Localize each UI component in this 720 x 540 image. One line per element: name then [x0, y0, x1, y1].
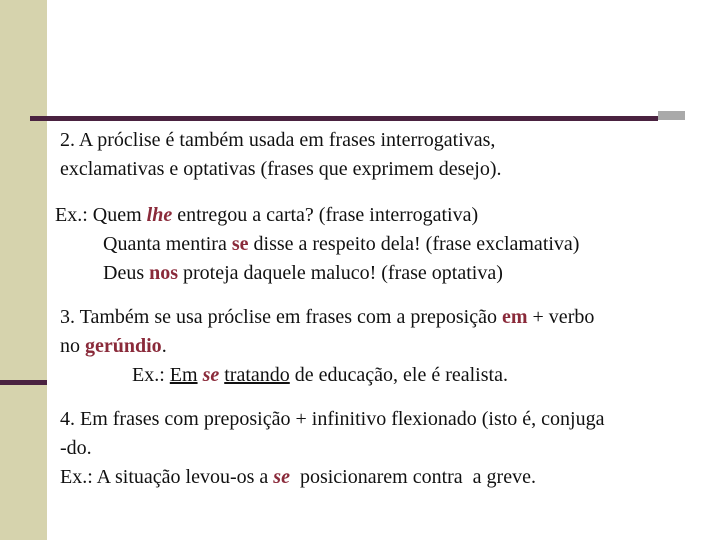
- item-4-example-pronoun: se: [273, 466, 290, 488]
- item-3-example-tratando: tratando: [224, 364, 290, 386]
- example-1-suffix: entregou a carta? (frase interrogativa): [172, 204, 479, 226]
- item-3-gerund: gerúndio: [85, 335, 162, 357]
- item-4-example: [60, 463, 604, 492]
- item-3-line-1: [60, 303, 594, 332]
- example-exclamative: [55, 230, 579, 259]
- example-interrogative: [55, 201, 579, 230]
- item-3-example: [60, 361, 594, 390]
- item-3-line-2-suffix: .: [161, 335, 167, 357]
- item-3-line-2: [60, 332, 594, 361]
- item-3-line-2-prefix: no: [60, 335, 85, 357]
- item-4-paragraph: [60, 405, 604, 492]
- item-3-preposition: em: [501, 306, 528, 328]
- left-decorative-band: [0, 0, 47, 540]
- item-2-line-2: exclamativas e optativas (frases que exprimem desejo).: [60, 158, 502, 180]
- example-2-suffix: disse a respeito dela! (frase exclamativa): [248, 233, 580, 255]
- item-2-paragraph: [60, 126, 502, 184]
- example-optative: [55, 259, 579, 288]
- example-3-prefix: Deus: [103, 262, 150, 284]
- item-3-example-em: Em: [169, 364, 198, 386]
- item-4-example-prefix: Ex.: A situação levou-os a: [60, 466, 274, 488]
- item-3-line-1-suffix: + verbo: [527, 306, 595, 328]
- item-4-line-2: -do.: [60, 437, 92, 459]
- example-1-pronoun: lhe: [146, 204, 173, 226]
- example-3-suffix: proteja daquele maluco! (frase optativa): [178, 262, 503, 284]
- item-4-line-1: 4. Em frases com preposição + infinitivo flexionado (isto é, conjuga: [60, 408, 605, 430]
- example-2-pronoun: se: [231, 233, 249, 255]
- item-3-example-suffix: de educação, ele é realista.: [289, 364, 508, 386]
- examples-block: [55, 201, 579, 288]
- left-band-marker: [0, 380, 47, 385]
- example-1-prefix: Ex.: Quem: [55, 204, 147, 226]
- example-2-prefix: Quanta mentira: [103, 233, 232, 255]
- title-divider-rule: [30, 116, 658, 121]
- item-3-example-prefix: Ex.:: [132, 364, 170, 386]
- divider-end-block: [658, 111, 685, 120]
- example-3-pronoun: nos: [149, 262, 179, 284]
- item-3-example-se: se: [202, 364, 220, 386]
- item-3-paragraph: [60, 303, 594, 390]
- item-4-example-suffix: posicionarem contra a greve.: [289, 466, 536, 488]
- item-2-line-1: 2. A próclise é também usada em frases interrogativas,: [60, 129, 496, 151]
- item-3-line-1-prefix: 3. Também se usa próclise em frases com a preposição: [60, 306, 502, 328]
